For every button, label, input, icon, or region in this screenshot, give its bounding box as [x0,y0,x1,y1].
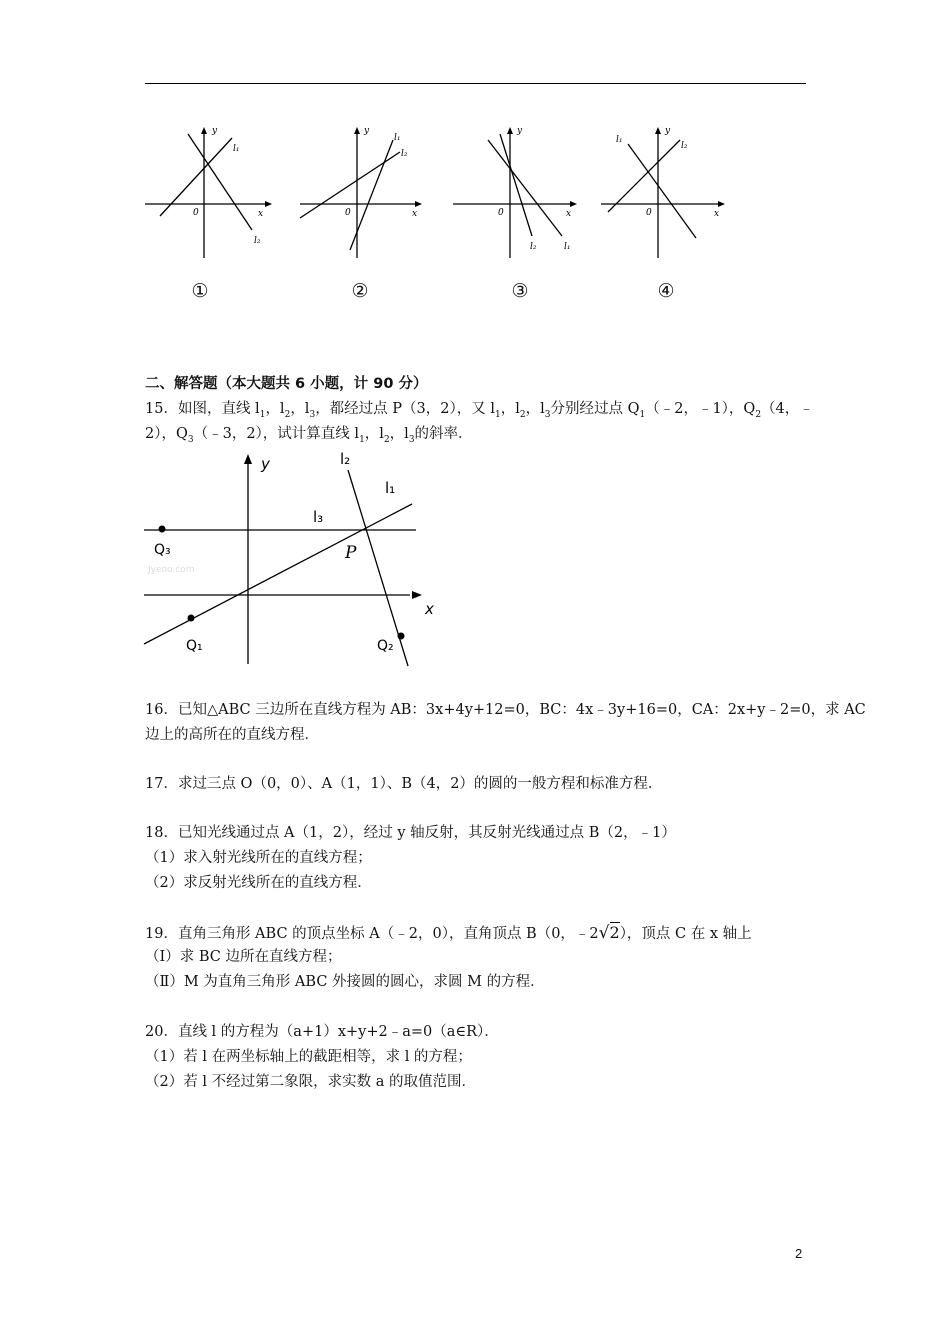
q15-text: 的斜率． [414,426,473,442]
q19-line-2: （Ⅰ）求 BC 边所在直线方程； [145,949,342,965]
q15-text: ，l [525,401,545,417]
graph-1-number: ① [191,280,209,302]
q15-l2-label: l₂ [340,450,351,468]
graph-4-l2: l₂ [681,141,688,151]
q20-line-1: 20．直线 l 的方程为（a+1）x+y+2﹣a=0（a∈R）． [145,1024,499,1040]
graph-2-l2: l₂ [401,149,408,159]
q15-figure-svg [140,448,450,670]
graph-4-origin: 0 [646,208,652,218]
q15-text: ，l [389,426,409,442]
graph-3-l2: l₂ [530,242,537,252]
q20-line-2: （1）若 l 在两坐标轴上的截距相等，求 l 的方程； [145,1049,472,1065]
subscript: 3 [544,409,551,420]
q16-line-2: 边上的高所在的直线方程． [145,727,319,743]
graph-2-number: ② [351,280,369,302]
q19-line-1 [145,920,752,947]
graph-4-svg [598,118,738,278]
header-rule [145,83,806,84]
graph-1-l1: l₁ [233,144,240,154]
q15-q3-label: Q₃ [154,542,171,558]
page-number: 2 [795,1246,803,1261]
q18-line-1: 18．已知光线通过点 A（1，2），经过 y 轴反射，其反射光线通过点 B（2，﹣1） [145,825,676,841]
graph-4-y-label: y [665,126,671,136]
subscript: 2 [383,434,390,445]
graph-1-origin: 0 [193,208,199,218]
q15-x-label: x [425,600,434,618]
graph-1 [140,118,280,308]
q15-y-label: y [261,455,270,473]
q15-q2-label: Q₂ [377,638,394,654]
graph-1-x-label: x [258,209,264,219]
q15-text: ，l [364,426,384,442]
subscript: 1 [359,434,365,445]
subscript: 1 [259,409,266,420]
subscript: 2 [284,409,291,420]
q15-q1-label: Q₁ [186,638,203,654]
graph-2-svg [295,118,435,278]
graph-3 [450,118,590,308]
subscript: 3 [408,434,415,445]
q15-text: 分别经过点 Q [550,401,640,417]
q15-text: （﹣3，2），试计算直线 l [193,426,360,442]
graph-3-y-label: y [517,126,523,136]
graph-4-x-label: x [714,209,720,219]
graph-2-l1: l₁ [394,133,401,143]
graph-1-y-label: y [212,126,218,136]
graph-1-l2: l₂ [254,236,261,246]
subscript: 2 [519,409,526,420]
graph-3-svg [450,118,590,278]
graph-2 [295,118,435,308]
graph-2-y-label: y [364,126,370,136]
graph-2-x-label: x [412,209,418,219]
q16-line-1: 16．已知△ABC 三边所在直线方程为 AB：3x+4y+12=0，BC：4x﹣3y+16=0，CA：2x+y﹣2=0，求 AC [145,702,866,718]
subscript: 1 [495,409,501,420]
q15-figure [140,448,450,674]
q15-text: ，l [500,401,520,417]
graph-2-origin: 0 [345,208,351,218]
sqrt-radicand: 2 [609,923,620,942]
graph-1-svg [140,118,280,278]
q15-text: ，l [265,401,285,417]
q20-line-3: （2）若 l 不经过第二象限，求实数 a 的取值范围． [145,1074,476,1090]
watermark: Jyeoo.com [148,565,195,575]
subscript: 3 [309,409,316,420]
graph-3-l1: l₁ [564,242,571,252]
subscript: 3 [187,434,194,445]
q18-line-2: （1）求入射光线所在的直线方程； [145,850,372,866]
section-heading: 二、解答题（本大题共 6 小题，计 90 分） [145,376,428,392]
graph-options [140,118,740,308]
q17-line-1: 17．求过三点 O（0，0）、A（1，1）、B（4，2）的圆的一般方程和标准方程． [145,776,663,792]
q19-text: ），顶点 C 在 x 轴上 [619,926,752,942]
graph-3-number: ③ [511,280,529,302]
graph-4-l1: l₁ [616,135,623,145]
q15-p-label: P [345,543,357,563]
q19-text: 19．直角三角形 ABC 的顶点坐标 A（﹣2，0），直角顶点 B（0，﹣2 [145,926,599,942]
graph-3-x-label: x [566,209,572,219]
subscript: 2 [755,409,762,420]
q15-l1-label: l₁ [385,479,396,497]
q19-line-3: （Ⅱ）M 为直角三角形 ABC 外接圆的圆心，求圆 M 的方程． [145,974,545,990]
graph-3-origin: 0 [498,208,504,218]
graph-4-number: ④ [657,280,675,302]
q15-text: 2），Q [145,426,188,442]
q15-text: （4，﹣ [761,401,814,417]
q15-text: （﹣2，﹣1），Q [645,401,756,417]
sqrt-sign: √ [598,923,610,943]
q15-text: ，l [290,401,310,417]
q18-line-3: （2）求反射光线所在的直线方程． [145,875,372,891]
q15-text: ，都经过点 P（3，2），又 l [315,401,495,417]
q15-text: 15．如图，直线 l [145,401,260,417]
subscript: 1 [639,409,646,420]
q15-l3-label: l₃ [313,508,324,526]
graph-4 [598,118,738,308]
